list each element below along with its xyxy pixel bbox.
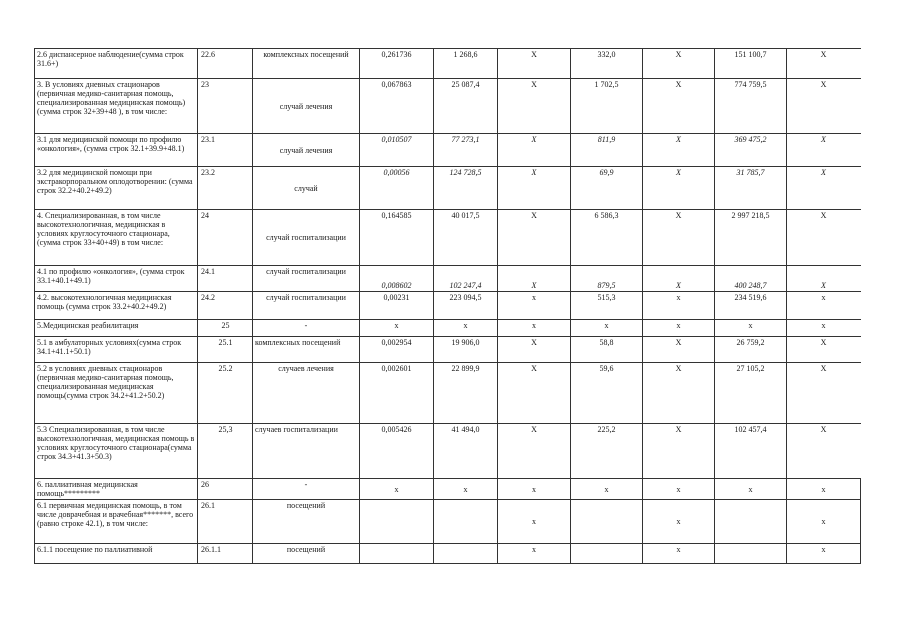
row-unit-cell: случай: [253, 167, 360, 210]
row-name-cell: 5.3 Специализированная, в том числе высокотехнологичная, медицинская помощь в условиях круглосуточного стационара(сумма строк 34.3+41.3+50.3): [35, 424, 198, 479]
table-row: [35, 337, 861, 363]
table-row: [35, 363, 861, 424]
row-value-cell: х: [498, 292, 571, 320]
row-value-cell: Х: [787, 424, 861, 479]
row-value-cell: 0,002954: [360, 337, 434, 363]
row-value-cell: Х: [498, 167, 571, 210]
row-value-cell: 69,9: [571, 167, 643, 210]
row-value-cell: х: [715, 479, 787, 500]
row-value-cell: Х: [787, 79, 861, 134]
row-code-cell: 23.2: [198, 167, 253, 210]
tariff-table: [34, 48, 861, 564]
row-value-cell: 879,5: [571, 266, 643, 292]
row-value-cell: 0,164585: [360, 210, 434, 266]
row-value-cell: 774 759,5: [715, 79, 787, 134]
row-code-cell: 25,3: [198, 424, 253, 479]
row-code-cell: 23.1: [198, 134, 253, 167]
row-unit-cell: комплексных посещений: [253, 337, 360, 363]
row-name-cell: 5.2 в условиях дневных стационаров (первичная медико-санитарная помощь, специализированная медицинская помощь(сумма строк 34.2+41.2+50.2): [35, 363, 198, 424]
row-name-cell: 2.6 диспансерное наблюдение(сумма строк 31.6+): [35, 49, 198, 79]
row-value-cell: Х: [643, 167, 715, 210]
row-value-cell: 31 785,7: [715, 167, 787, 210]
row-value-cell: 41 494,0: [434, 424, 498, 479]
row-code-cell: 26.1.1: [198, 544, 253, 564]
row-value-cell: 2 997 218,5: [715, 210, 787, 266]
row-value-cell: Х: [643, 134, 715, 167]
row-value-cell: х: [787, 292, 861, 320]
row-value-cell: 0,010507: [360, 134, 434, 167]
row-value-cell: 332,0: [571, 49, 643, 79]
row-value-cell: х: [787, 479, 861, 500]
row-name-cell: 6.1 первичная медицинская помощь, в том числе доврачебная и врачебная*******, всего (равно строке 42.1), в том числе:: [35, 500, 198, 544]
row-value-cell: Х: [498, 424, 571, 479]
row-value-cell: х: [498, 500, 571, 544]
row-value-cell: х: [360, 479, 434, 500]
row-code-cell: 25.1: [198, 337, 253, 363]
row-value-cell: х: [643, 292, 715, 320]
row-value-cell: х: [643, 500, 715, 544]
row-value-cell: 223 094,5: [434, 292, 498, 320]
row-unit-cell: случай госпитализации: [253, 292, 360, 320]
row-code-cell: 22.6: [198, 49, 253, 79]
row-value-cell: Х: [643, 266, 715, 292]
row-code-cell: 23: [198, 79, 253, 134]
table-row: [35, 49, 861, 79]
row-value-cell: х: [434, 320, 498, 337]
row-name-cell: 6. паллиативная медицинская помощь*********: [35, 479, 198, 500]
row-code-cell: 24.1: [198, 266, 253, 292]
table-row: [35, 210, 861, 266]
row-value-cell: [434, 544, 498, 564]
row-value-cell: х: [571, 320, 643, 337]
row-value-cell: 0,261736: [360, 49, 434, 79]
row-value-cell: [715, 500, 787, 544]
row-value-cell: х: [787, 544, 861, 564]
row-unit-cell: -: [253, 320, 360, 337]
row-value-cell: [360, 500, 434, 544]
row-value-cell: Х: [498, 363, 571, 424]
row-value-cell: 369 475,2: [715, 134, 787, 167]
row-value-cell: [434, 500, 498, 544]
table-row: [35, 79, 861, 134]
row-value-cell: 27 105,2: [715, 363, 787, 424]
row-value-cell: Х: [498, 134, 571, 167]
table-row: [35, 167, 861, 210]
row-unit-cell: случай госпитализации: [253, 210, 360, 266]
row-value-cell: 151 100,7: [715, 49, 787, 79]
table-row: [35, 544, 861, 564]
row-value-cell: Х: [787, 363, 861, 424]
row-unit-cell: комплексных посещений: [253, 49, 360, 79]
row-value-cell: х: [360, 320, 434, 337]
row-value-cell: Х: [787, 49, 861, 79]
table-row: [35, 266, 861, 292]
row-code-cell: 25.2: [198, 363, 253, 424]
row-value-cell: х: [787, 320, 861, 337]
row-value-cell: 0,002601: [360, 363, 434, 424]
row-code-cell: 26: [198, 479, 253, 500]
row-name-cell: 3.2 для медицинской помощи при экстракорпоральном оплодотворении: (сумма строк 32.2+40.2+49.2): [35, 167, 198, 210]
row-value-cell: 59,6: [571, 363, 643, 424]
row-code-cell: 25: [198, 320, 253, 337]
row-value-cell: Х: [643, 424, 715, 479]
row-value-cell: Х: [643, 49, 715, 79]
row-value-cell: Х: [498, 49, 571, 79]
row-code-cell: 24.2: [198, 292, 253, 320]
row-value-cell: 811,9: [571, 134, 643, 167]
row-value-cell: Х: [643, 210, 715, 266]
row-value-cell: Х: [787, 266, 861, 292]
row-value-cell: х: [643, 479, 715, 500]
row-value-cell: 102 457,4: [715, 424, 787, 479]
row-unit-cell: случаев лечения: [253, 363, 360, 424]
row-value-cell: 225,2: [571, 424, 643, 479]
row-value-cell: х: [715, 320, 787, 337]
row-value-cell: [360, 544, 434, 564]
row-unit-cell: посещений: [253, 500, 360, 544]
row-name-cell: 5.Медицинская реабилитация: [35, 320, 198, 337]
row-value-cell: 22 899,9: [434, 363, 498, 424]
row-value-cell: Х: [498, 266, 571, 292]
table-row: [35, 320, 861, 337]
row-value-cell: 58,8: [571, 337, 643, 363]
row-value-cell: 0,067863: [360, 79, 434, 134]
row-value-cell: 0,00231: [360, 292, 434, 320]
row-value-cell: Х: [787, 167, 861, 210]
row-code-cell: 26.1: [198, 500, 253, 544]
row-value-cell: 234 519,6: [715, 292, 787, 320]
row-value-cell: Х: [787, 134, 861, 167]
row-value-cell: х: [498, 320, 571, 337]
row-value-cell: 0,005426: [360, 424, 434, 479]
row-value-cell: Х: [643, 79, 715, 134]
row-unit-cell: случай лечения: [253, 79, 360, 134]
row-value-cell: 1 702,5: [571, 79, 643, 134]
row-name-cell: 3.1 для медицинской помощи по профилю «онкология», (сумма строк 32.1+39.9+48.1): [35, 134, 198, 167]
row-value-cell: [571, 544, 643, 564]
row-value-cell: Х: [498, 337, 571, 363]
row-value-cell: х: [787, 500, 861, 544]
row-value-cell: 102 247,4: [434, 266, 498, 292]
row-value-cell: х: [434, 479, 498, 500]
row-value-cell: [571, 500, 643, 544]
row-value-cell: Х: [787, 337, 861, 363]
row-unit-cell: случай госпитализации: [253, 266, 360, 292]
row-name-cell: 4.1 по профилю «онкология», (сумма строк 33.1+40.1+49.1): [35, 266, 198, 292]
row-name-cell: 4.2. высокотехнологичная медицинская помощь (сумма строк 33.2+40.2+49.2): [35, 292, 198, 320]
row-value-cell: х: [498, 544, 571, 564]
table-row: [35, 292, 861, 320]
row-value-cell: 26 759,2: [715, 337, 787, 363]
row-value-cell: 19 906,0: [434, 337, 498, 363]
row-value-cell: х: [643, 320, 715, 337]
row-value-cell: 25 087,4: [434, 79, 498, 134]
row-name-cell: 6.1.1 посещение по паллиативной: [35, 544, 198, 564]
row-value-cell: Х: [643, 363, 715, 424]
row-value-cell: Х: [643, 337, 715, 363]
table-row: [35, 134, 861, 167]
table-row: [35, 479, 861, 500]
row-unit-cell: случай лечения: [253, 134, 360, 167]
row-value-cell: 515,3: [571, 292, 643, 320]
row-value-cell: Х: [498, 210, 571, 266]
row-unit-cell: случаев госпитализации: [253, 424, 360, 479]
row-value-cell: 6 586,3: [571, 210, 643, 266]
row-value-cell: Х: [498, 79, 571, 134]
row-name-cell: 5.1 в амбулаторных условиях(сумма строк 34.1+41.1+50.1): [35, 337, 198, 363]
row-value-cell: х: [643, 544, 715, 564]
row-value-cell: 1 268,6: [434, 49, 498, 79]
row-unit-cell: посещений: [253, 544, 360, 564]
row-unit-cell: -: [253, 479, 360, 500]
table-row: [35, 424, 861, 479]
row-value-cell: х: [498, 479, 571, 500]
row-value-cell: [715, 544, 787, 564]
row-value-cell: 0,008602: [360, 266, 434, 292]
row-name-cell: 4. Специализированная, в том числе высокотехнологичная, медицинская в условиях круглосуточного стационара, (сумма строк 33+40+49) в том числе:: [35, 210, 198, 266]
table-row: [35, 500, 861, 544]
row-code-cell: 24: [198, 210, 253, 266]
row-name-cell: 3. В условиях дневных стационаров (первичная медико-санитарная помощь, специализированная медицинская помощь) (сумма строк 32+39+48 ), в том числе:: [35, 79, 198, 134]
row-value-cell: 124 728,5: [434, 167, 498, 210]
row-value-cell: 400 248,7: [715, 266, 787, 292]
row-value-cell: 40 017,5: [434, 210, 498, 266]
row-value-cell: 0,00056: [360, 167, 434, 210]
row-value-cell: х: [571, 479, 643, 500]
row-value-cell: Х: [787, 210, 861, 266]
row-value-cell: 77 273,1: [434, 134, 498, 167]
